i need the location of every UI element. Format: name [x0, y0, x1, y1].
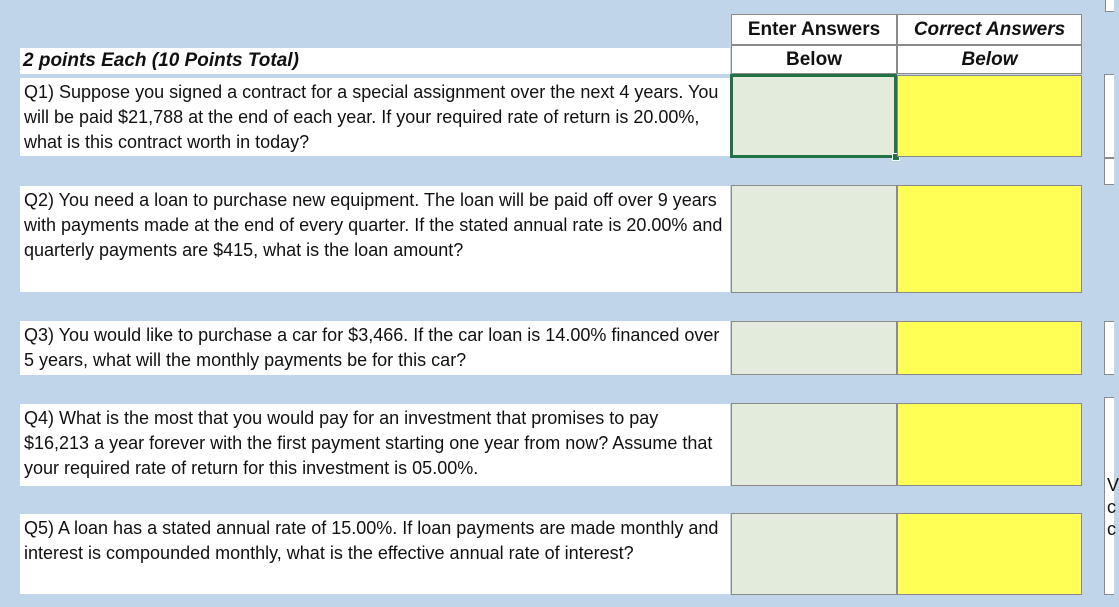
answer-input-q5[interactable] — [731, 513, 897, 595]
edge-cell-3[interactable] — [1104, 321, 1114, 375]
question-2-text: Q2) You need a loan to purchase new equipment. The loan will be paid off over 9 years with payments made at the end of every quarter. If the stated annual rate is 20.00% and quarterly payments are $415, what is the loan amount? — [24, 190, 723, 260]
answer-input-q1[interactable] — [730, 74, 897, 158]
question-5-text: Q5) A loan has a stated annual rate of 15.00%. If loan payments are made monthly and interest is compounded monthly, what is the effective annual rate of interest? — [24, 518, 719, 563]
enter-answers-header[interactable] — [731, 14, 897, 45]
edge-cell-4[interactable] — [1104, 397, 1119, 595]
edge-cell-top[interactable] — [1105, 0, 1114, 12]
correct-answer-q1[interactable] — [897, 75, 1082, 157]
points-title[interactable] — [20, 48, 730, 74]
correct-answers-header[interactable] — [897, 14, 1082, 45]
answer-input-q2[interactable] — [731, 185, 897, 293]
question-4-text: Q4) What is the most that you would pay for an investment that promises to pay $16,213 a year forever with the first payment starting one year from now? Assume that your required rate of return for this investment is 05.00%. — [24, 408, 713, 478]
question-3[interactable] — [20, 321, 730, 375]
enter-answers-subheader[interactable] — [731, 45, 897, 74]
question-2[interactable] — [20, 186, 730, 292]
answer-input-q4[interactable] — [731, 403, 897, 486]
enter-answers-header-text: Enter Answers — [747, 18, 881, 40]
question-1-text: Q1) Suppose you signed a contract for a special assignment over the next 4 years. You will be paid $21,788 at the end of each year. If your required rate of return is 20.00%, what is this contract worth in today? — [24, 82, 719, 152]
correct-answers-subheader[interactable] — [897, 45, 1082, 74]
enter-answers-subheader-text: Below — [786, 48, 842, 70]
edge-letter-2: c — [1107, 497, 1116, 517]
edge-letter-1: V — [1107, 475, 1119, 495]
question-5[interactable] — [20, 514, 730, 594]
edge-cell-1[interactable] — [1104, 74, 1114, 158]
question-1[interactable] — [20, 78, 730, 156]
edge-cell-2[interactable] — [1104, 158, 1114, 185]
correct-answer-q2[interactable] — [897, 185, 1082, 293]
answer-input-q3[interactable] — [731, 321, 897, 375]
correct-answers-subheader-text: Below — [961, 48, 1018, 70]
points-title-text: 2 points Each (10 Points Total) — [23, 50, 299, 71]
correct-answer-q3[interactable] — [897, 321, 1082, 375]
question-4[interactable] — [20, 404, 730, 486]
correct-answers-header-text: Correct Answers — [913, 18, 1066, 40]
question-3-text: Q3) You would like to purchase a car for $3,466. If the car loan is 14.00% financed over 5 years, what will the monthly payments be for this car? — [24, 325, 720, 370]
correct-answer-q4[interactable] — [897, 403, 1082, 486]
correct-answer-q5[interactable] — [897, 513, 1082, 595]
edge-letter-3: c — [1107, 519, 1116, 539]
